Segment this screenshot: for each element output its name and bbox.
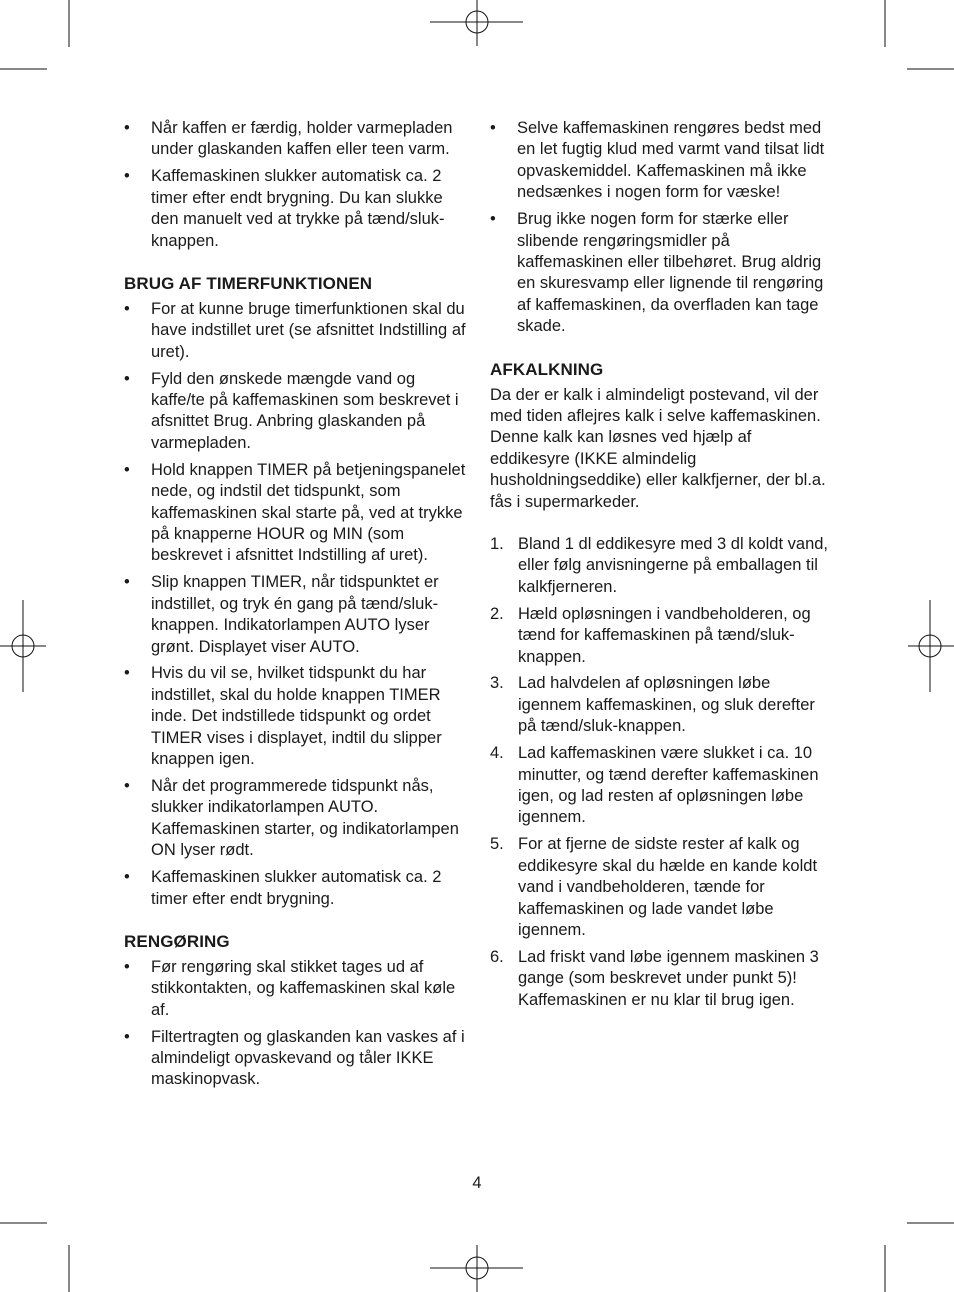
list-item: • Selve kaffemaskinen rengøres bedst med en let fugtig klud med varmt vand tilsat lidt opvaskemiddel. Kaffemaskinen må ikke nedsænkes i nogen form for væske! — [490, 119, 825, 202]
bullet-icon: • — [124, 868, 130, 887]
bullet-icon: • — [124, 776, 130, 795]
list-item: • Hvis du vil se, hvilket tidspunkt du har indstillet, skal du holde knappen TIMER inde. Det indstillede tidspunkt og ordet TIMER vises i displayet, indtil du slipper knappen igen. — [124, 664, 442, 769]
list-item: • Når kaffen er færdig, holder varmepladen under glaskanden kaffen eller teen varm. — [124, 119, 453, 159]
step-number: 5. — [490, 835, 504, 854]
right-column — [490, 118, 835, 1017]
bullet-icon: • — [490, 210, 496, 229]
descaling-intro: Da der er kalk i almindeligt postevand, vil der med tiden aflejres kalk i selve kaffemaskinen. Denne kalk kan løsnes ved hjælp af eddikesyre (IKKE almindelig husholdningseddike) eller kalkfjerner, der bl.a. fås i supermarkeder. — [490, 385, 826, 511]
page-number: 4 — [472, 1174, 482, 1192]
left-column — [124, 118, 469, 1096]
list-item: 4. Lad kaffemaskinen være slukket i ca. 10 minutter, og tænd derefter kaffemaskinen igen, og lad resten af opløsningen løbe igennem. — [490, 744, 819, 827]
bullet-icon: • — [124, 299, 130, 318]
list-item: • Når det programmerede tidspunkt nås, slukker indikatorlampen AUTO. Kaffemaskinen starter, og indikatorlampen ON lyser rødt. — [124, 776, 459, 860]
section-heading-cleaning: RENGØRING — [124, 931, 230, 951]
list-item: • Slip knappen TIMER, når tidspunktet er indstillet, og tryk én gang på tænd/sluk-knappen. Indikatorlampen AUTO lyser grønt. Displayet viser AUTO. — [124, 573, 439, 656]
bullet-icon: • — [124, 167, 130, 186]
list-item: 3. Lad halvdelen af opløsningen løbe igennem kaffemaskinen, og sluk derefter på tænd/sluk-knappen. — [490, 674, 815, 736]
bullet-icon: • — [124, 957, 130, 976]
bullet-icon: • — [124, 369, 130, 388]
intro-bullet-list — [124, 118, 469, 252]
list-item: 5. For at fjerne de sidste rester af kalk og eddikesyre skal du hælde en kande koldt vand i vandbeholderen, tænde for kaffemaskinen og lade vandet løbe igennem. — [490, 835, 818, 939]
section-heading-timer: BRUG AF TIMERFUNKTIONEN — [124, 273, 373, 293]
step-number: 3. — [490, 674, 504, 693]
bullet-icon: • — [124, 119, 130, 137]
timer-bullet-list — [124, 299, 469, 910]
list-item: • Fyld den ønskede mængde vand og kaffe/te på kaffemaskinen som beskrevet i afsnittet Brug. Anbring glaskanden på varmepladen. — [124, 369, 459, 452]
list-item: 6. Lad friskt vand løbe igennem maskinen 3 gange (som beskrevet under punkt 5)! Kaffemaskinen er nu klar til brug igen. — [490, 947, 819, 1009]
registration-mark-bottom — [430, 1245, 523, 1292]
step-number: 1. — [490, 535, 504, 553]
cleaning-bullet-list — [124, 957, 469, 1091]
list-item: • Kaffemaskinen slukker automatisk ca. 2 timer efter endt brygning. Du kan slukke den manuelt ved at trykke på tænd/sluk-knappen. — [124, 167, 445, 250]
list-item: 1. Bland 1 dl eddikesyre med 3 dl koldt vand, eller følg anvisningerne på emballagen til kalkfjerneren. — [490, 535, 829, 596]
list-item: • For at kunne bruge timerfunktionen skal du have indstillet uret (se afsnittet Indstilling af uret). — [124, 299, 466, 361]
step-number: 4. — [490, 744, 504, 763]
step-number: 6. — [490, 947, 504, 966]
list-item: • Hold knappen TIMER på betjeningspanelet nede, og indstil det tidspunkt, som kaffemaskinen skal starte på, ved at trykke på knapperne HOUR og MIN (som beskrevet i afsnittet Indstilling af uret). — [124, 460, 466, 565]
list-item: • Filtertragten og glaskanden kan vaskes af i almindeligt opvaskevand og tåler IKKE maskinopvask. — [124, 1027, 465, 1089]
list-item: • Brug ikke nogen form for stærke eller slibende rengøringsmidler på kaffemaskinen eller tilbehøret. Brug aldrig en skuresvamp eller lignende til rengøring af kaffemaskinen, da overfladen kan tage skade. — [490, 210, 824, 336]
registration-mark-top — [430, 0, 523, 46]
bullet-icon: • — [124, 573, 130, 592]
descaling-steps-list — [490, 534, 835, 1011]
bullet-icon: • — [490, 119, 496, 137]
list-item: 2. Hæld opløsningen i vandbeholderen, og tænd for kaffemaskinen på tænd/sluk-knappen. — [490, 604, 811, 666]
list-item: • Før rengøring skal stikket tages ud af stikkontakten, og kaffemaskinen skal køle af. — [124, 957, 456, 1019]
bullet-icon: • — [124, 1027, 130, 1046]
bullet-icon: • — [124, 460, 130, 479]
list-item: • Kaffemaskinen slukker automatisk ca. 2 timer efter endt brygning. — [124, 868, 442, 908]
step-number: 2. — [490, 604, 504, 623]
bullet-icon: • — [124, 664, 130, 683]
cleaning-continued-bullet-list — [490, 118, 835, 338]
section-heading-descaling: AFKALKNING — [490, 359, 604, 379]
registration-mark-left — [0, 600, 46, 692]
registration-mark-right — [908, 600, 954, 692]
